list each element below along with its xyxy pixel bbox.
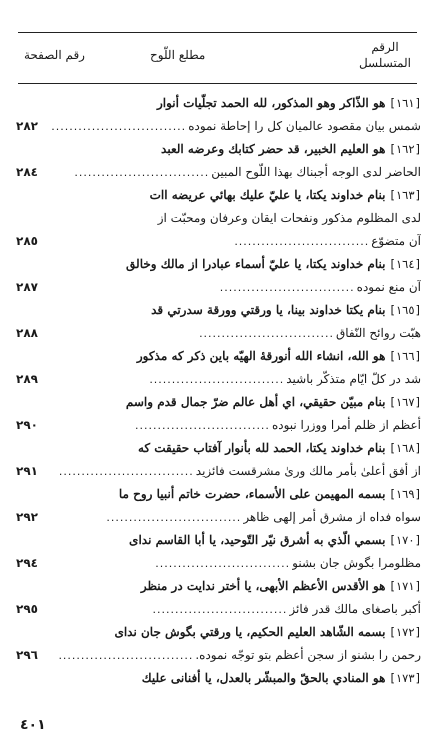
bracket-open: [	[415, 349, 420, 363]
page-folio: ٤٠١	[20, 717, 46, 733]
serial-value: ١٦٢	[395, 142, 415, 156]
dot-leader: ..............................	[58, 649, 194, 662]
bracket-open: [	[415, 257, 420, 271]
entry-page-number: ٢٨٧	[16, 280, 38, 294]
entry-serial-number	[389, 621, 421, 644]
tablet-opening: بنام خداوند يكتا، الحمد لله بأنوار آفتاب حقيقت كه	[137, 441, 386, 455]
entry-page-number: ٢٨٤	[16, 165, 38, 179]
tablet-opening-cont: مظلومرا بگوش جان بشنو	[292, 556, 421, 570]
entry-first-line	[14, 138, 421, 161]
bracket-close: ]	[390, 671, 395, 685]
header-serial-column	[359, 39, 411, 71]
header-tablet-start: مطلع اللّوح	[150, 48, 206, 62]
entry-first-line	[14, 92, 421, 115]
index-entry	[14, 92, 421, 138]
bracket-close: ]	[390, 579, 395, 593]
dot-leader: ..............................	[199, 327, 334, 340]
dot-leader: ..............................	[106, 511, 242, 524]
entry-first-line	[14, 345, 421, 368]
tablet-opening: هو الذّاكر وهو المذكور، لله الحمد تجلّيات أنوار	[156, 96, 386, 110]
entry-first-line	[14, 667, 421, 690]
entry-continuation-line	[14, 230, 421, 253]
serial-value: ١٦٧	[395, 395, 415, 409]
tablet-opening-cont: الحاضر لدى الوجه أجبناك بهذا اللّوح المبين	[211, 165, 421, 179]
entry-continuation-line	[14, 207, 421, 230]
entry-serial-number	[389, 667, 421, 690]
serial-value: ١٧٠	[395, 533, 415, 547]
bracket-close: ]	[390, 441, 395, 455]
bracket-close: ]	[390, 188, 395, 202]
serial-value: ١٧٣	[395, 671, 415, 685]
tablet-opening: بنام مبيّن حقيقي، اي أهل عالم ضرّ جمال قدم واسم	[125, 395, 386, 409]
tablet-opening: بنام يكتا خداوند بينا، يا ورقتي وورقة سدرتي قد	[151, 303, 386, 317]
tablet-opening: بسمه المهيمن على الأسماء، حضرت خاتم أنبيا روح ما	[118, 487, 386, 501]
dot-leader: ..............................	[135, 419, 270, 432]
entry-continuation-line	[14, 276, 421, 299]
entry-serial-number	[389, 575, 421, 598]
entry-continuation-line	[14, 460, 421, 483]
entry-first-line	[14, 184, 421, 207]
entry-serial-number	[389, 184, 421, 207]
serial-value: ١٦١	[395, 96, 415, 110]
entry-page-number: ٢٨٩	[16, 372, 38, 386]
tablet-opening: بسمه الشّاهد العليم الحكيم، يا ورقتي بگوش جان نداى	[114, 625, 386, 639]
bracket-close: ]	[390, 533, 395, 547]
index-entry	[14, 391, 421, 437]
entry-serial-number	[389, 345, 421, 368]
entry-first-line	[14, 483, 421, 506]
entry-continuation-line	[14, 161, 421, 184]
index-entry	[14, 138, 421, 184]
header-serial-line1: الرقم	[371, 40, 399, 54]
tablet-opening: بنام خداوند يكتا، يا عليّ أسماء عبادرا از مالك وخالق	[126, 257, 386, 271]
entry-serial-number	[389, 92, 421, 115]
tablet-opening: هو العليم الخبير، قد حضر كتابك وعرضه العبد	[161, 142, 386, 156]
entry-page-number: ٢٨٢	[16, 119, 38, 133]
tablet-opening-cont: هبّت روائح النّفاق	[335, 326, 421, 340]
serial-value: ١٦٨	[395, 441, 415, 455]
serial-value: ١٦٦	[395, 349, 415, 363]
bracket-close: ]	[390, 625, 395, 639]
bracket-open: [	[415, 671, 420, 685]
serial-value: ١٦٥	[395, 303, 415, 317]
header-page-number: رقم الصفحة	[24, 48, 85, 62]
bracket-close: ]	[390, 349, 395, 363]
tablet-opening-cont: رحمن را بشنو از سجن أعظم بتو توجّه نموده.	[195, 648, 421, 662]
entry-page-number: ٢٨٨	[16, 326, 38, 340]
bracket-open: [	[415, 96, 420, 110]
bracket-open: [	[415, 188, 420, 202]
dot-leader: ..............................	[58, 465, 194, 478]
tablet-opening: بنام خداوند يكتا، يا عليّ عليك بهائي عريضه اات	[149, 188, 386, 202]
bracket-open: [	[415, 142, 420, 156]
entry-page-number: ٢٩٠	[16, 418, 38, 432]
bracket-close: ]	[390, 96, 395, 110]
index-entry	[14, 184, 421, 253]
index-entry	[14, 437, 421, 483]
entry-continuation-line	[14, 414, 421, 437]
serial-value: ١٧٢	[395, 625, 415, 639]
entry-serial-number	[389, 529, 421, 552]
index-entry	[14, 483, 421, 529]
dot-leader: ..............................	[74, 166, 210, 179]
tablet-opening-cont: شد در كلّ ايّام متذكّر باشيد	[286, 372, 421, 386]
entry-first-line	[14, 253, 421, 276]
entry-continuation-line	[14, 322, 421, 345]
header-bottom-rule	[18, 83, 417, 84]
entry-first-line	[14, 575, 421, 598]
index-entry	[14, 529, 421, 575]
index-entry	[14, 253, 421, 299]
entry-continuation-line	[14, 368, 421, 391]
index-entry	[14, 667, 421, 690]
entry-page-number: ٢٩٦	[16, 648, 38, 662]
bracket-close: ]	[390, 487, 395, 501]
entry-first-line	[14, 621, 421, 644]
index-entry	[14, 575, 421, 621]
index-entry	[14, 345, 421, 391]
tablet-opening-cont: از أفق أعلىٰ بأمر مالك ورىٰ مشرقست فائزيد	[195, 464, 421, 478]
bracket-close: ]	[390, 395, 395, 409]
dot-leader: ..............................	[219, 281, 355, 294]
tablet-opening-cont: آن منع نموده	[356, 280, 421, 294]
header-serial-line2: المتسلسل	[358, 56, 411, 70]
tablet-opening: هو المنادي بالحقّ والمبشّر بالعدل، يا أفنانى عليك	[141, 671, 386, 685]
entry-serial-number	[389, 437, 421, 460]
tablet-opening: بسمي الّذي به أشرق نيّر التّوحيد، يا أبا القاسم نداى	[129, 533, 386, 547]
serial-value: ١٦٣	[395, 188, 415, 202]
dot-leader: ..............................	[51, 120, 187, 133]
entry-continuation-line	[14, 115, 421, 138]
entry-page-number: ٢٩٢	[16, 510, 38, 524]
entry-page-number: ٢٩١	[16, 464, 38, 478]
tablet-opening-cont: لدى المظلوم مذكور ونفحات ايقان وعرفان ومحبّت از	[157, 211, 421, 225]
entry-first-line	[14, 529, 421, 552]
entry-serial-number	[389, 391, 421, 414]
bracket-open: [	[415, 533, 420, 547]
tablet-opening-cont: شمس بيان مقصود عالميان كل را إحاطة نموده	[188, 119, 421, 133]
dot-leader: ..............................	[155, 557, 291, 570]
bracket-close: ]	[390, 257, 395, 271]
dot-leader: ..............................	[152, 603, 288, 616]
serial-value: ١٦٤	[395, 257, 415, 271]
entry-continuation-line	[14, 552, 421, 575]
serial-value: ١٧١	[395, 579, 415, 593]
bracket-open: [	[415, 487, 420, 501]
bracket-open: [	[415, 441, 420, 455]
entry-page-number: ٢٨٥	[16, 234, 38, 248]
tablet-opening-cont: آن متضوّع	[371, 234, 421, 248]
bracket-open: [	[415, 395, 420, 409]
entry-page-number: ٢٩٥	[16, 602, 38, 616]
entry-first-line	[14, 437, 421, 460]
tablet-opening-cont: أعظم از ظلم أمرا ووزرا نبوده	[271, 418, 421, 432]
bracket-open: [	[415, 303, 420, 317]
bracket-open: [	[415, 625, 420, 639]
entry-continuation-line	[14, 598, 421, 621]
entry-first-line	[14, 299, 421, 322]
entry-serial-number	[389, 299, 421, 322]
index-entry	[14, 621, 421, 667]
bracket-close: ]	[390, 303, 395, 317]
tablet-opening-cont: سواه فداه از مشرق أمر إلهى ظاهر	[243, 510, 421, 524]
dot-leader: ..............................	[149, 373, 285, 386]
bracket-close: ]	[390, 142, 395, 156]
bracket-open: [	[415, 579, 420, 593]
tablet-opening: هو الله، انشاء الله أنورقهٔ الهيّه باين ذكر كه مذكور	[136, 349, 386, 363]
index-entry	[14, 299, 421, 345]
entry-serial-number	[389, 138, 421, 161]
header-top-rule	[18, 32, 417, 33]
tablet-opening-cont: أكبر باصغاى مالك قدر فائز	[289, 602, 421, 616]
entry-first-line	[14, 391, 421, 414]
entry-continuation-line	[14, 506, 421, 529]
entry-serial-number	[389, 253, 421, 276]
entry-serial-number	[389, 483, 421, 506]
serial-value: ١٦٩	[395, 487, 415, 501]
entry-continuation-line	[14, 644, 421, 667]
dot-leader: ..............................	[234, 235, 370, 248]
tablet-opening: هو الأقدس الأعظم الأبهى، يا أختر ندايت در منظر	[140, 579, 386, 593]
entry-page-number: ٢٩٤	[16, 556, 38, 570]
